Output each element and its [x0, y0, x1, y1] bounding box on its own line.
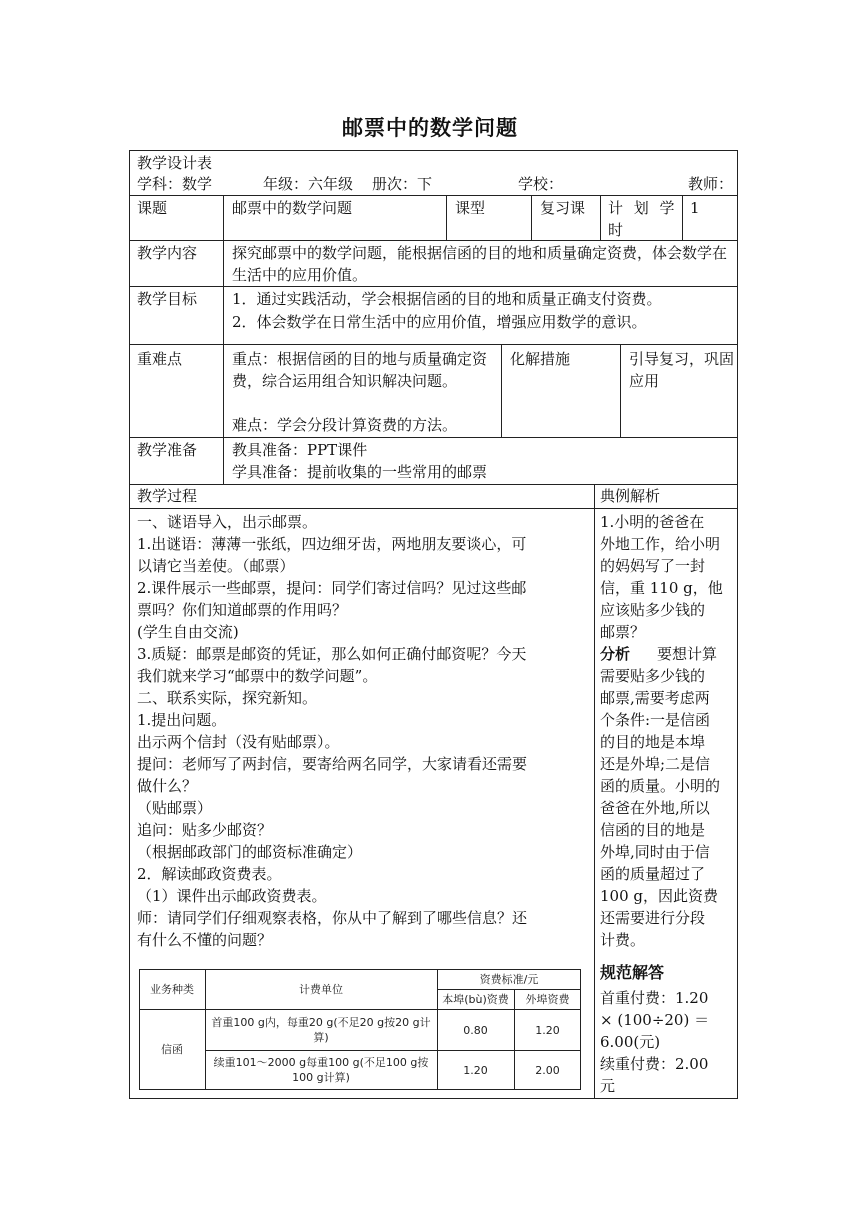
- lesson-type-label: 课型: [455, 199, 486, 217]
- example-question-line: 信，重 110 g，他: [600, 579, 723, 597]
- example-question-line: 1.小明的爸爸在: [600, 513, 705, 531]
- col-divider: [682, 195, 683, 240]
- measure-value: 引导复习，巩固应用: [629, 350, 735, 390]
- process-line: （贴邮票）: [137, 799, 213, 817]
- process-line: 追问：贴多少邮资？: [137, 821, 273, 839]
- goal-item: 2．体会数学在日常生活中的应用价值，增强应用数学的意识。: [232, 313, 647, 331]
- process-line: (学生自由交流): [137, 623, 239, 641]
- row-divider: [129, 286, 738, 287]
- analysis-line: 外埠,同时由于信: [600, 843, 710, 861]
- hours-value: 1: [690, 199, 700, 217]
- example-question-line: 应该贴多少钱的: [600, 601, 706, 619]
- process-line: 3.质疑：邮票是邮资的凭证，那么如何正确付邮资呢？今天: [137, 645, 527, 663]
- process-header: 教学过程: [137, 487, 198, 505]
- process-line: 以请它当差使。（邮票）: [137, 557, 295, 575]
- col-divider: [501, 344, 502, 437]
- analysis-line: 的目的地是本埠: [600, 733, 706, 751]
- volume: 册次：下: [372, 175, 433, 193]
- row-divider: [129, 344, 738, 345]
- answer-line: 首重付费：1.20: [600, 989, 709, 1007]
- school: 学校：: [518, 175, 564, 193]
- content-label: 教学内容: [137, 244, 198, 262]
- example-question-line: 的妈妈写了一封: [600, 557, 706, 575]
- analysis-line: 需要贴多少钱的: [600, 667, 706, 685]
- process-line: 提问：老师写了两封信，要寄给两名同学，大家请看还需要: [137, 755, 528, 773]
- analysis-line: 还是外埠;二是信: [600, 755, 711, 773]
- process-line: 一、谜语导入，出示邮票。: [137, 513, 318, 531]
- local-fee-cell: 0.80: [463, 1023, 488, 1037]
- remote-fee-cell: 1.20: [535, 1023, 560, 1037]
- remote-fee-cell: 2.00: [535, 1063, 560, 1077]
- process-line: 做什么？: [137, 777, 198, 795]
- unit-cell: 续重101～2000 g每重100 g(不足100 g按100 g计算): [213, 1056, 429, 1084]
- prep-label: 教学准备: [137, 441, 198, 459]
- example-header: 典例解析: [600, 487, 661, 505]
- postage-fee-table: [139, 969, 581, 1090]
- process-line: 有什么不懂的问题？: [137, 931, 273, 949]
- process-line: 1.出谜语：薄薄一张纸，四边细牙齿，两地朋友要谈心，可: [137, 535, 527, 553]
- student-prep: 学具准备：提前收集的一些常用的邮票: [232, 463, 488, 481]
- col-header-type: 业务种类: [150, 982, 194, 996]
- example-question-line: 外地工作，给小明: [600, 535, 721, 553]
- process-line: 我们就来学习“邮票中的数学问题”。: [137, 667, 378, 685]
- analysis-line: 要想计算: [657, 645, 718, 663]
- content-text: 探究邮票中的数学问题，能根据信函的目的地和质量确定资费，体会数学在生活中的应用价值。: [232, 244, 728, 284]
- col-divider: [531, 195, 532, 240]
- key-point: 重点：根据信函的目的地与质量确定资费，综合运用组合知识解决问题。: [232, 350, 488, 390]
- topic-value: 邮票中的数学问题: [232, 199, 353, 217]
- topic-label: 课题: [137, 199, 168, 217]
- process-line: 票吗？你们知道邮票的作用吗？: [137, 601, 348, 619]
- process-line: 2．解读邮政资费表。: [137, 865, 282, 883]
- analysis-line: 邮票,需要考虑两: [600, 689, 710, 707]
- table-heading: 教学设计表: [137, 154, 213, 172]
- col-divider: [446, 195, 447, 240]
- measure-label: 化解措施: [510, 350, 571, 368]
- row-divider: [129, 195, 738, 196]
- col-divider: [600, 195, 601, 240]
- analysis-line: 个条件:一是信函: [600, 711, 711, 729]
- analysis-line: 100 g，因此资费: [600, 887, 719, 905]
- answer-line: 续重付费：2.00: [600, 1055, 709, 1073]
- analysis-line: 函的质量超过了: [600, 865, 706, 883]
- col-header-unit: 计费单位: [299, 982, 343, 996]
- goals-label: 教学目标: [137, 290, 198, 308]
- row-divider: [129, 508, 738, 509]
- answer-line: × (100÷20) ＝: [600, 1011, 710, 1029]
- teacher-prep: 教具准备：PPT课件: [232, 441, 368, 459]
- process-line: 二、联系实际，探究新知。: [137, 689, 318, 707]
- row-divider: [129, 437, 738, 438]
- analysis-line: 函的质量。小明的: [600, 777, 721, 795]
- col-divider: [594, 484, 595, 1099]
- example-question-line: 邮票？: [600, 623, 646, 641]
- analysis-line: 信函的目的地是: [600, 821, 706, 839]
- mail-type-cell: 信函: [161, 1043, 183, 1056]
- process-line: （根据邮政部门的邮资标准确定）: [137, 843, 363, 861]
- analysis-line: 爸爸在外地,所以: [600, 799, 710, 817]
- col-header-standard: 资费标准/元: [479, 972, 539, 986]
- col-divider: [223, 195, 224, 484]
- hours-label: 计 划 学时: [608, 199, 678, 239]
- goal-item: 1．通过实践活动，学会根据信函的目的地和质量正确支付资费。: [232, 290, 662, 308]
- page-title: 邮票中的数学问题: [342, 116, 518, 140]
- teacher: 教师：: [688, 175, 734, 193]
- process-line: 师：请同学们仔细观察表格，你从中了解到了哪些信息？还: [137, 909, 528, 927]
- process-line: 出示两个信封（没有贴邮票）。: [137, 733, 340, 751]
- process-line: 1.提出问题。: [137, 711, 227, 729]
- analysis-label: 分析: [600, 645, 631, 663]
- process-line: （1）课件出示邮政资费表。: [137, 887, 327, 905]
- col-header-local: 本埠(bù)资费: [442, 992, 509, 1006]
- analysis-line: 还需要进行分段: [600, 909, 706, 927]
- subject: 学科：数学: [137, 175, 213, 193]
- local-fee-cell: 1.20: [463, 1063, 488, 1077]
- key-label: 重难点: [137, 350, 183, 368]
- grade: 年级：六年级: [263, 175, 354, 193]
- unit-cell: 首重100 g内，每重20 g(不足20 g按20 g计算): [211, 1016, 431, 1044]
- answer-line: 6.00(元): [600, 1033, 661, 1051]
- answer-label: 规范解答: [600, 963, 665, 982]
- difficult-point: 难点：学会分段计算资费的方法。: [232, 416, 458, 434]
- col-divider: [620, 344, 621, 437]
- analysis-line: 计费。: [600, 931, 646, 949]
- lesson-type-value: 复习课: [540, 199, 586, 217]
- answer-line: 元: [600, 1077, 616, 1095]
- process-line: 2.课件展示一些邮票，提问：同学们寄过信吗？见过这些邮: [137, 579, 527, 597]
- col-header-remote: 外埠资费: [525, 992, 570, 1006]
